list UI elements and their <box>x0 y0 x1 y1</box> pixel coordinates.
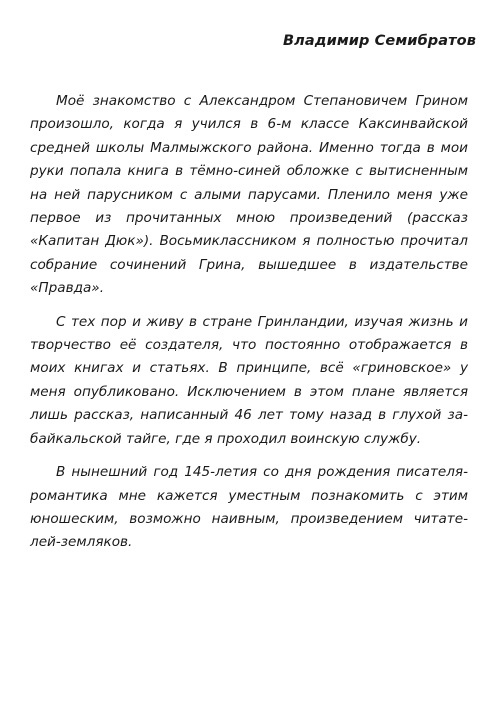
text-body <box>30 90 468 565</box>
paragraph-2: С тех пор и живу в стране Гринландии, изучая жизнь и творчество её создателя, что постоянно отображается в моих книгах и статьях. В принципе, всё «гриновское» у меня опубликовано. Исключением в этом плане является лишь рассказ, написанный 46 лет тому назад в глухой забайкальской тайге, где я проходил воинскую службу. <box>30 313 468 447</box>
paragraph-3: В нынешний год 145-летия со дня рождения писателя-романтика мне кажется уместным познакомить с этим юношеским, возможно наивным, произведением читателей-земляков. <box>30 464 468 551</box>
author-name: Владимир Семибратов <box>283 33 476 49</box>
paragraph-1: Моё знакомство с Александром Степановичем Грином произошло, когда я учился в 6-м классе Каксинвайской средней школы Малмыжского района. Именно тогда в мои руки попала книга в тёмно-синей обложке с вытисненным на ней парусником с алыми парусами. Пленило меня уже первое из прочитанных мною произведений (рассказ «Капитан Дюк»). Восьмиклассником я полностью прочитал собрание сочинений Грина, вышедшее в издательстве «Правда». <box>30 93 468 297</box>
